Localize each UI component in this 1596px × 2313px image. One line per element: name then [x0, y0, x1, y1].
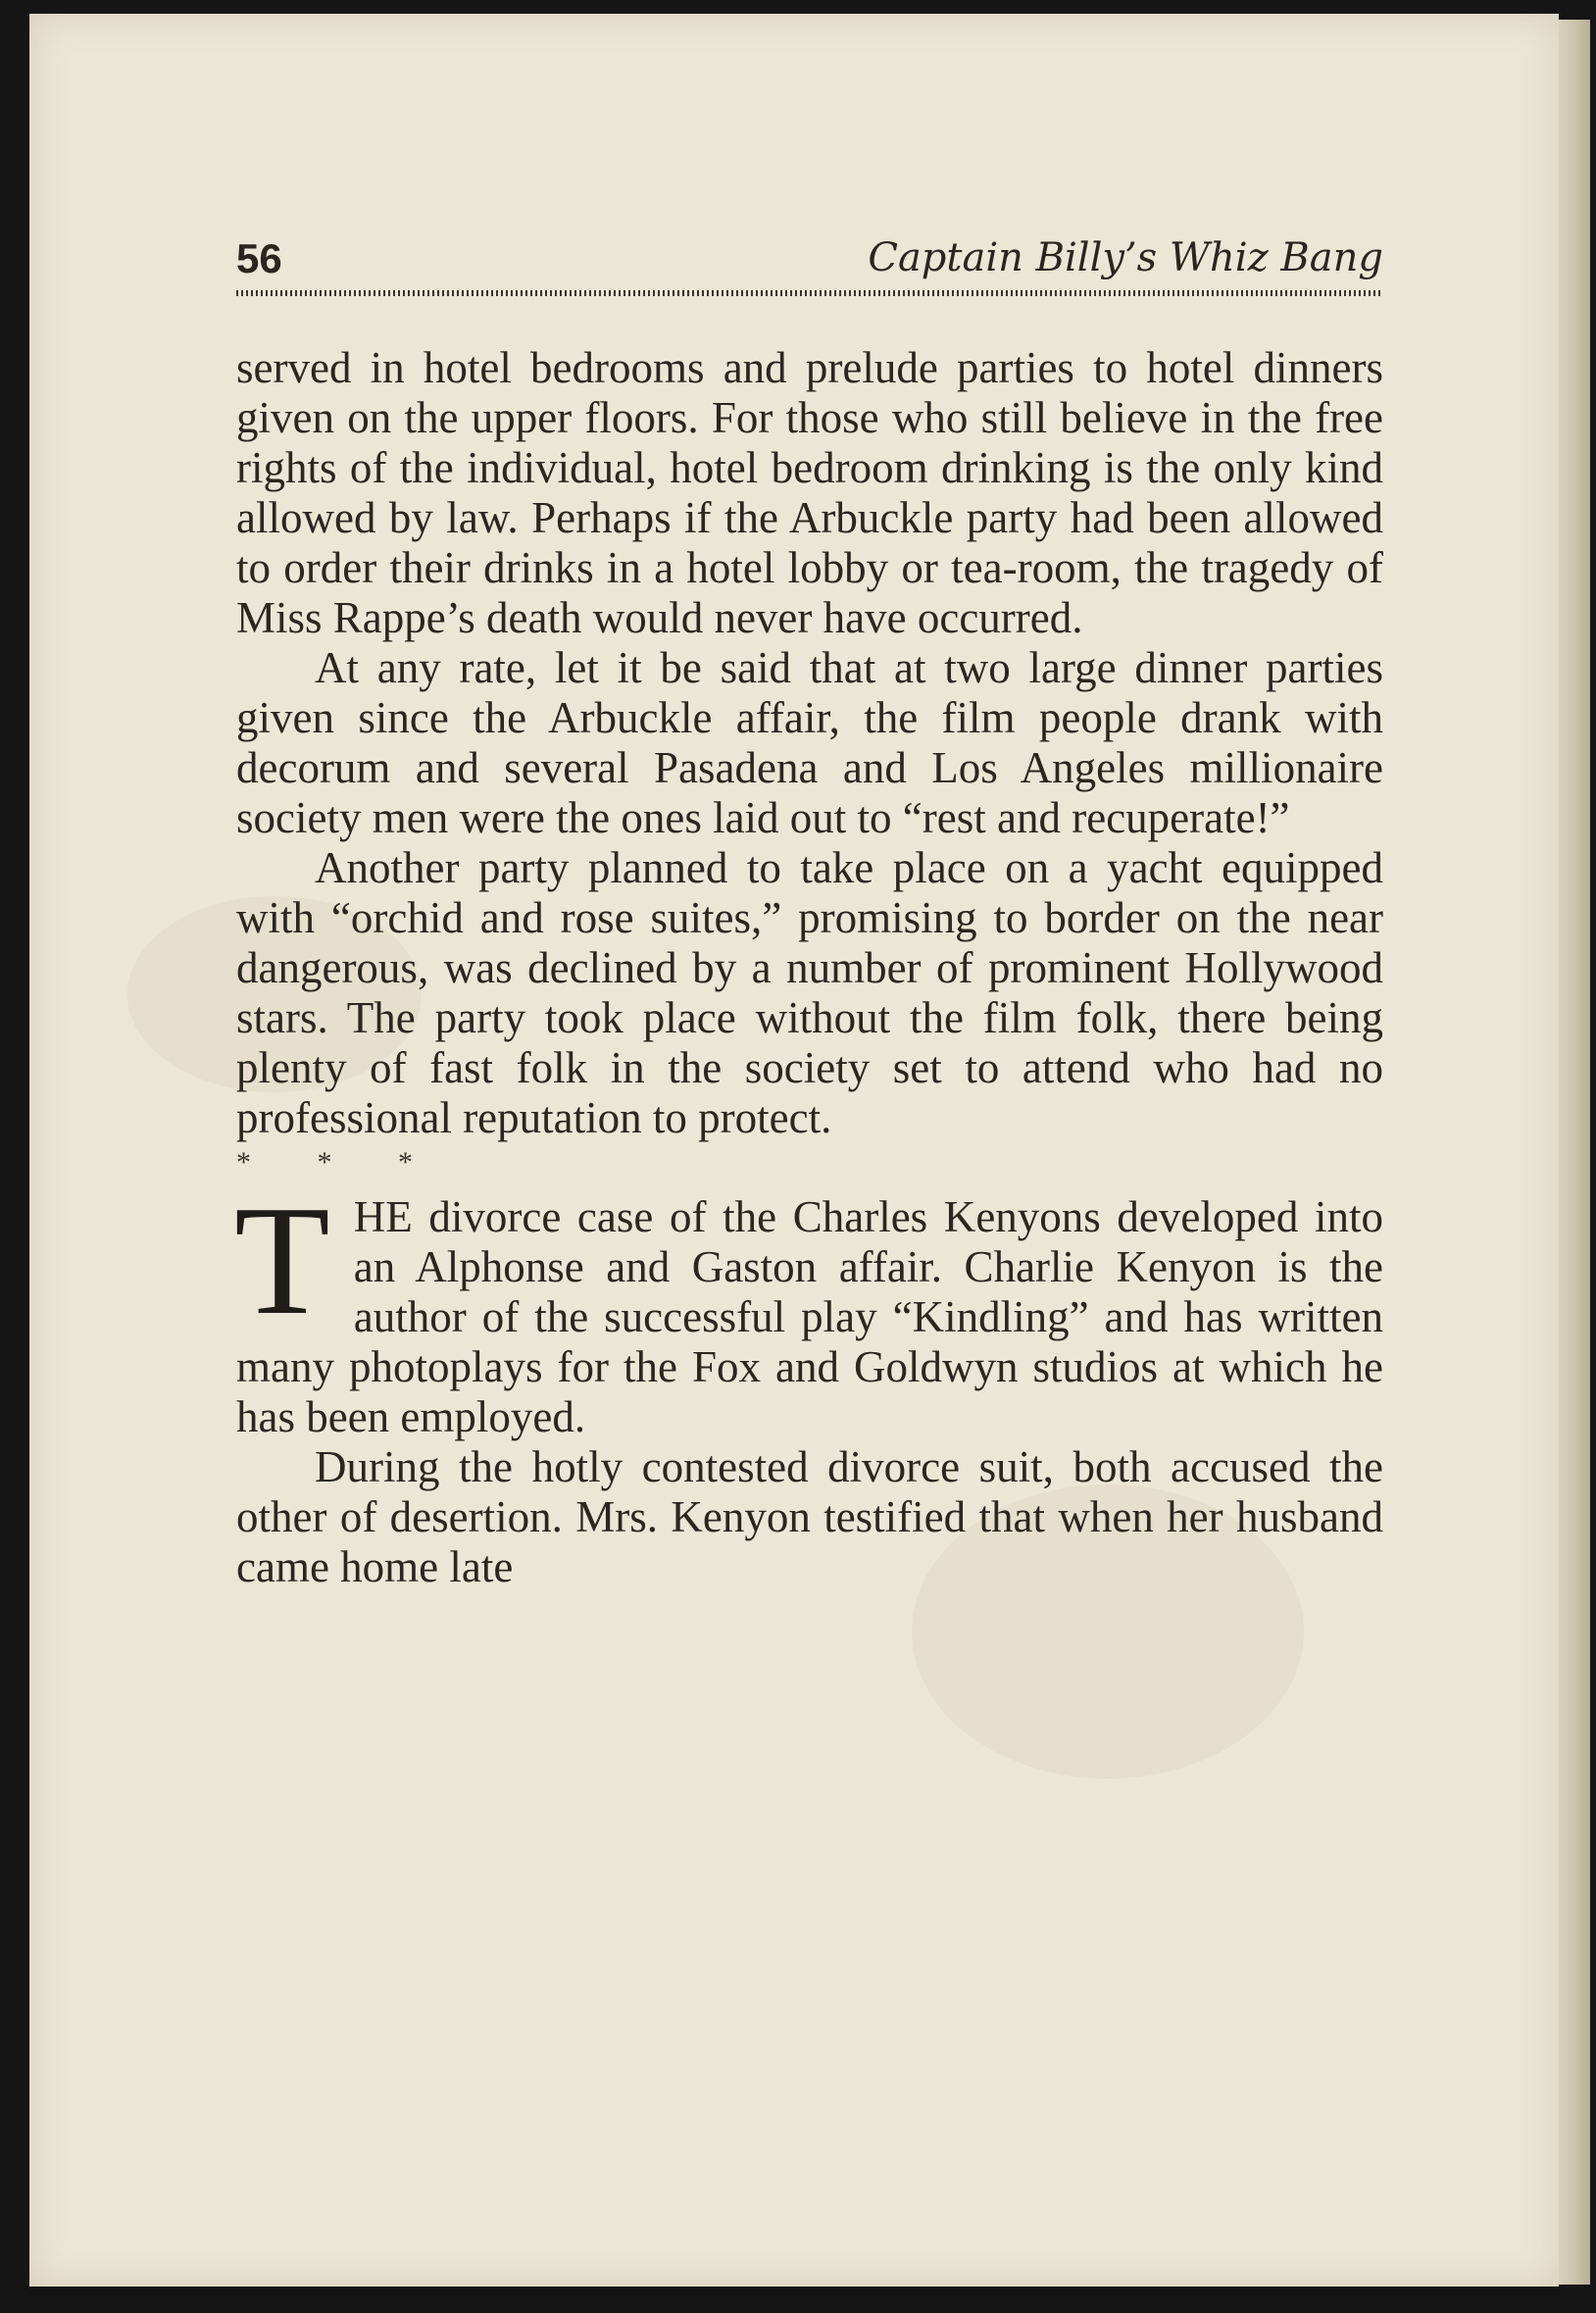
paragraph: At any rate, let it be said that at two large dinner parties given since the Arbuckle affair, the film people drank with decorum and several Pasadena and Los Angeles millionaire society men were the ones laid out to “rest and recuperate!”: [236, 643, 1383, 842]
header-rule: [236, 290, 1383, 296]
paragraph-text: HE divorce case of the Charles Kenyons developed into an Alphonse and Gaston affair. Charlie Kenyon is the author of the successful play “Kindling” and has written many photoplays for the Fox and Goldwyn studios at which he has been employed.: [236, 1192, 1383, 1441]
paragraph: Another party planned to take place on a yacht equipped with “orchid and rose suites,” promising to border on the near dangerous, was declined by a number of prominent Hollywood stars. The party took place without the film folk, there being plenty of fast folk in the society set to attend who had no professional reputation to protect.: [236, 843, 1383, 1142]
drop-cap: T: [234, 1173, 330, 1347]
page-header: [236, 235, 1383, 294]
section-separator: * * *: [236, 1146, 442, 1179]
running-title: Captain Billy’s Whiz Bang: [868, 235, 1383, 280]
paragraph-with-drop-cap: [234, 1173, 1383, 1442]
next-page-edge: [1559, 20, 1590, 2285]
page-number: 56: [236, 235, 282, 281]
paragraph: During the hotly contested divorce suit, both accused the other of desertion. Mrs. Kenyon testified that when her husband came home late: [236, 1442, 1383, 1591]
paragraph: served in hotel bedrooms and prelude parties to hotel dinners given on the upper floors. For those who still believe in the free rights of the individual, hotel bedroom drinking is the only kind allowed by law. Perhaps if the Arbuckle party had been allowed to order their drinks in a hotel lobby or tea-room, the tragedy of Miss Rappe’s death would never have occurred.: [236, 343, 1383, 642]
body-text: [236, 343, 1383, 1592]
